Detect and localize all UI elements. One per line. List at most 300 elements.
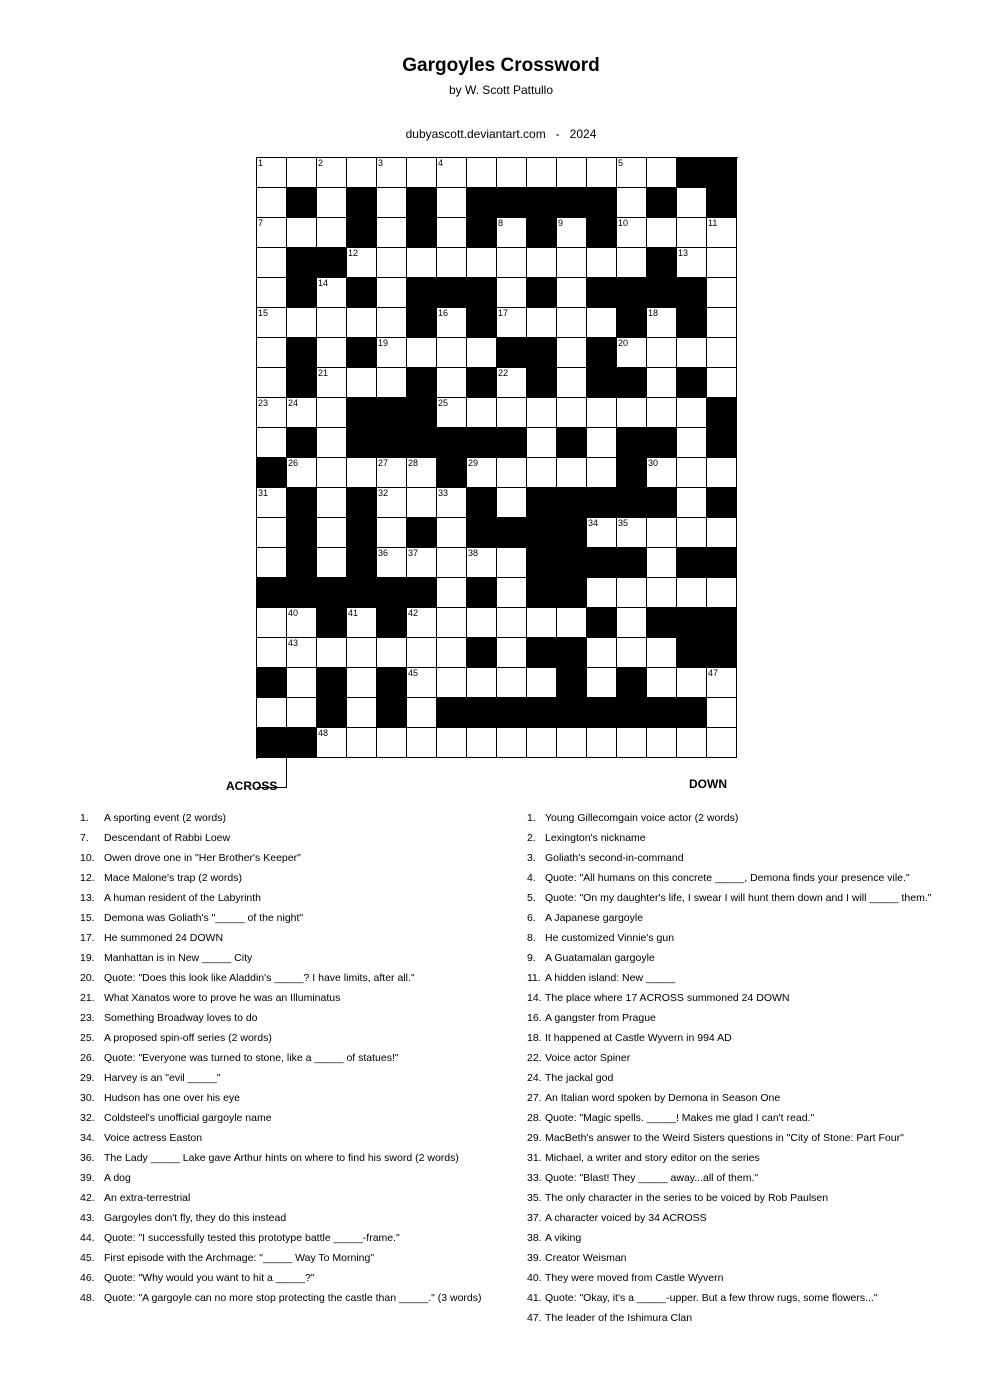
grid-cell[interactable] xyxy=(437,638,467,668)
clue-text: Young Gillecomgain voice actor (2 words) xyxy=(545,812,739,824)
black-square xyxy=(527,218,557,248)
grid-cell[interactable] xyxy=(437,668,467,698)
grid-cell[interactable] xyxy=(257,548,287,578)
grid-cell[interactable] xyxy=(347,728,377,758)
grid-cell[interactable] xyxy=(557,368,587,398)
down-clue xyxy=(527,990,931,1010)
black-square xyxy=(257,458,287,488)
grid-cell[interactable] xyxy=(407,458,437,488)
grid-cell[interactable] xyxy=(437,248,467,278)
black-square xyxy=(467,638,497,668)
black-square xyxy=(407,368,437,398)
clue-number: 34 xyxy=(588,518,599,528)
grid-cell[interactable] xyxy=(467,158,497,188)
grid-cell[interactable] xyxy=(287,608,317,638)
grid-cell[interactable] xyxy=(527,398,557,428)
grid-cell[interactable] xyxy=(467,548,497,578)
grid-cell[interactable] xyxy=(437,368,467,398)
grid-cell[interactable] xyxy=(407,488,437,518)
clue-number: 46 xyxy=(618,668,629,678)
grid-cell[interactable] xyxy=(437,578,467,608)
grid-cell[interactable] xyxy=(257,338,287,368)
grid-cell[interactable] xyxy=(677,188,707,218)
grid-cell[interactable] xyxy=(347,698,377,728)
grid-cell[interactable] xyxy=(647,458,677,488)
grid-cell[interactable] xyxy=(587,638,617,668)
black-square xyxy=(467,518,497,548)
grid-cell[interactable] xyxy=(497,248,527,278)
black-square xyxy=(677,698,707,728)
grid-cell[interactable] xyxy=(587,668,617,698)
clue-num: 46. xyxy=(80,1272,95,1284)
grid-cell[interactable] xyxy=(287,458,317,488)
grid-cell[interactable] xyxy=(347,308,377,338)
grid-cell[interactable] xyxy=(677,578,707,608)
grid-cell[interactable] xyxy=(707,578,737,608)
black-square xyxy=(437,428,467,458)
grid-cell[interactable] xyxy=(257,188,287,218)
grid-cell[interactable] xyxy=(647,548,677,578)
grid-cell[interactable] xyxy=(707,668,737,698)
grid-cell[interactable] xyxy=(677,218,707,248)
down-clue xyxy=(527,1190,931,1210)
grid-cell[interactable] xyxy=(497,668,527,698)
black-square xyxy=(587,368,617,398)
grid-cell[interactable] xyxy=(647,398,677,428)
grid-cell[interactable] xyxy=(437,398,467,428)
black-square xyxy=(347,188,377,218)
grid-cell[interactable] xyxy=(377,368,407,398)
clue-num: 27. xyxy=(527,1092,542,1104)
grid-cell[interactable] xyxy=(497,728,527,758)
clue-text: Something Broadway loves to do xyxy=(104,1012,258,1024)
across-clue xyxy=(80,1150,482,1170)
clue-num: 24. xyxy=(527,1072,542,1084)
grid-cell[interactable] xyxy=(557,608,587,638)
clue-num: 10. xyxy=(80,852,95,864)
grid-cell[interactable] xyxy=(527,458,557,488)
grid-cell[interactable] xyxy=(347,668,377,698)
grid-cell[interactable] xyxy=(587,458,617,488)
black-square xyxy=(677,548,707,578)
author-byline: by W. Scott Pattullo xyxy=(448,83,554,97)
grid-cell[interactable] xyxy=(437,728,467,758)
grid-cell[interactable] xyxy=(257,308,287,338)
grid-cell[interactable] xyxy=(527,158,557,188)
clue-num: 21. xyxy=(80,992,95,1004)
grid-cell[interactable] xyxy=(527,308,557,338)
grid-cell[interactable] xyxy=(527,428,557,458)
grid-cell[interactable] xyxy=(317,458,347,488)
grid-cell[interactable] xyxy=(587,158,617,188)
across-clue xyxy=(80,1070,482,1090)
clue-number: 11 xyxy=(708,218,718,228)
grid-cell[interactable] xyxy=(557,398,587,428)
black-square xyxy=(377,698,407,728)
grid-cell[interactable] xyxy=(587,728,617,758)
grid-cell[interactable] xyxy=(497,278,527,308)
grid-cell[interactable] xyxy=(437,218,467,248)
grid-cell[interactable] xyxy=(257,278,287,308)
grid-cell[interactable] xyxy=(707,698,737,728)
grid-cell[interactable] xyxy=(677,458,707,488)
clue-num: 29. xyxy=(80,1072,95,1084)
grid-cell[interactable] xyxy=(467,458,497,488)
grid-cell[interactable] xyxy=(437,158,467,188)
grid-cell[interactable] xyxy=(287,158,317,188)
grid-cell[interactable] xyxy=(557,248,587,278)
down-clue xyxy=(527,1290,931,1310)
grid-cell[interactable] xyxy=(257,698,287,728)
grid-cell[interactable] xyxy=(557,728,587,758)
grid-cell[interactable] xyxy=(467,338,497,368)
grid-cell[interactable] xyxy=(347,368,377,398)
grid-cell[interactable] xyxy=(587,428,617,458)
grid-cell[interactable] xyxy=(707,368,737,398)
grid-cell[interactable] xyxy=(437,518,467,548)
black-square xyxy=(557,188,587,218)
black-square xyxy=(407,188,437,218)
grid-cell[interactable] xyxy=(707,518,737,548)
across-clue xyxy=(80,1090,482,1110)
clue-number: 33 xyxy=(438,488,449,498)
black-square xyxy=(527,368,557,398)
grid-cell[interactable] xyxy=(587,578,617,608)
grid-cell[interactable] xyxy=(377,728,407,758)
grid-cell[interactable] xyxy=(377,518,407,548)
black-square xyxy=(527,188,557,218)
black-square xyxy=(527,578,557,608)
grid-cell[interactable] xyxy=(497,158,527,188)
grid-cell[interactable] xyxy=(677,518,707,548)
grid-cell[interactable] xyxy=(557,308,587,338)
grid-cell[interactable] xyxy=(497,638,527,668)
grid-cell[interactable] xyxy=(617,158,647,188)
grid-cell[interactable] xyxy=(617,188,647,218)
grid-cell[interactable] xyxy=(407,698,437,728)
grid-cell[interactable] xyxy=(377,548,407,578)
grid-cell[interactable] xyxy=(407,638,437,668)
black-square xyxy=(407,518,437,548)
clue-text: Harvey is an "evil _____" xyxy=(104,1072,221,1084)
black-square xyxy=(527,488,557,518)
grid-cell[interactable] xyxy=(707,248,737,278)
grid-cell[interactable] xyxy=(287,698,317,728)
grid-cell[interactable] xyxy=(347,458,377,488)
black-square xyxy=(407,398,437,428)
black-square xyxy=(617,488,647,518)
grid-cell[interactable] xyxy=(497,488,527,518)
grid-cell[interactable] xyxy=(497,218,527,248)
grid-cell[interactable] xyxy=(527,608,557,638)
grid-cell[interactable] xyxy=(587,398,617,428)
clue-number: 20 xyxy=(618,338,629,348)
black-square xyxy=(707,398,737,428)
grid-cell[interactable] xyxy=(647,368,677,398)
black-square xyxy=(707,488,737,518)
grid-cell[interactable] xyxy=(677,248,707,278)
clue-text: Mace Malone's trap (2 words) xyxy=(104,872,242,884)
grid-cell[interactable] xyxy=(677,398,707,428)
grid-cell[interactable] xyxy=(317,368,347,398)
down-clue xyxy=(527,830,931,850)
clue-text: Quote: "A gargoyle can no more stop protecting the castle than _____." (3 words) xyxy=(104,1292,482,1304)
black-square xyxy=(587,698,617,728)
grid-cell[interactable] xyxy=(647,668,677,698)
grid-cell[interactable] xyxy=(377,308,407,338)
grid-cell[interactable] xyxy=(497,608,527,638)
grid-cell[interactable] xyxy=(377,188,407,218)
black-square xyxy=(437,458,467,488)
grid-cell[interactable] xyxy=(707,308,737,338)
grid-cell[interactable] xyxy=(257,398,287,428)
grid-cell[interactable] xyxy=(647,218,677,248)
clue-text: Gargoyles don't fly, they do this instead xyxy=(104,1212,287,1224)
clue-number: 39 xyxy=(558,578,569,588)
grid-cell[interactable] xyxy=(557,338,587,368)
grid-cell[interactable] xyxy=(407,338,437,368)
clue-num: 48. xyxy=(80,1292,95,1304)
grid-cell[interactable] xyxy=(647,578,677,608)
grid-cell[interactable] xyxy=(317,308,347,338)
grid-cell[interactable] xyxy=(617,248,647,278)
grid-cell[interactable] xyxy=(437,488,467,518)
grid-cell[interactable] xyxy=(347,158,377,188)
black-square xyxy=(647,428,677,458)
clue-number: 29 xyxy=(468,458,479,468)
grid-cell[interactable] xyxy=(317,278,347,308)
grid-cell[interactable] xyxy=(377,338,407,368)
grid-cell[interactable] xyxy=(437,338,467,368)
grid-cell[interactable] xyxy=(587,518,617,548)
black-square xyxy=(587,548,617,578)
clue-text: An Italian word spoken by Demona in Season One xyxy=(545,1092,781,1104)
black-square xyxy=(557,698,587,728)
grid-cell[interactable] xyxy=(497,578,527,608)
clue-text: He customized Vinnie's gun xyxy=(545,932,675,944)
grid-cell[interactable] xyxy=(287,218,317,248)
black-square xyxy=(617,668,647,698)
grid-cell[interactable] xyxy=(677,428,707,458)
grid-cell[interactable] xyxy=(707,278,737,308)
grid-cell[interactable] xyxy=(587,308,617,338)
grid-cell[interactable] xyxy=(437,548,467,578)
down-clue xyxy=(527,1250,931,1270)
grid-cell[interactable] xyxy=(437,308,467,338)
grid-cell[interactable] xyxy=(437,188,467,218)
grid-cell[interactable] xyxy=(257,218,287,248)
down-clue xyxy=(527,1170,931,1190)
clue-number: 13 xyxy=(678,248,689,258)
grid-cell[interactable] xyxy=(617,578,647,608)
clue-number: 4 xyxy=(438,158,444,168)
grid-cell[interactable] xyxy=(347,248,377,278)
black-square xyxy=(557,668,587,698)
grid-cell[interactable] xyxy=(257,518,287,548)
grid-cell[interactable] xyxy=(467,398,497,428)
grid-cell[interactable] xyxy=(287,398,317,428)
black-square xyxy=(257,668,287,698)
grid-cell[interactable] xyxy=(467,668,497,698)
grid-cell[interactable] xyxy=(407,248,437,278)
black-square xyxy=(557,428,587,458)
clue-text: First episode with the Archmage: "_____ Way To Morning" xyxy=(104,1252,375,1264)
grid-cell[interactable] xyxy=(617,608,647,638)
black-square xyxy=(347,338,377,368)
grid-cell[interactable] xyxy=(647,158,677,188)
grid-cell[interactable] xyxy=(257,158,287,188)
site-credit: dubyascott.deviantart.com - 2024 xyxy=(405,127,597,141)
grid-cell[interactable] xyxy=(317,158,347,188)
grid-cell[interactable] xyxy=(377,458,407,488)
grid-cell[interactable] xyxy=(557,458,587,488)
black-square xyxy=(617,548,647,578)
clue-number: 35 xyxy=(618,518,629,528)
clue-number: 14 xyxy=(318,278,329,288)
grid-cell[interactable] xyxy=(647,308,677,338)
grid-cell[interactable] xyxy=(617,398,647,428)
grid-cell[interactable] xyxy=(317,548,347,578)
grid-cell[interactable] xyxy=(317,218,347,248)
grid-cell[interactable] xyxy=(557,158,587,188)
clue-num: 28. xyxy=(527,1112,542,1124)
grid-cell[interactable] xyxy=(317,518,347,548)
grid-cell[interactable] xyxy=(467,608,497,638)
grid-cell[interactable] xyxy=(707,728,737,758)
grid-cell[interactable] xyxy=(557,218,587,248)
clue-number: 8 xyxy=(498,218,504,228)
grid-cell[interactable] xyxy=(617,638,647,668)
grid-cell[interactable] xyxy=(677,728,707,758)
grid-cell[interactable] xyxy=(497,368,527,398)
black-square xyxy=(347,578,377,608)
grid-cell[interactable] xyxy=(707,338,737,368)
grid-cell[interactable] xyxy=(497,308,527,338)
grid-cell[interactable] xyxy=(317,398,347,428)
grid-cell[interactable] xyxy=(317,188,347,218)
grid-cell[interactable] xyxy=(287,668,317,698)
grid-cell[interactable] xyxy=(647,338,677,368)
across-clue xyxy=(80,910,482,930)
grid-cell[interactable] xyxy=(617,518,647,548)
across-clue xyxy=(80,810,482,830)
grid-cell[interactable] xyxy=(257,608,287,638)
grid-cell[interactable] xyxy=(287,308,317,338)
grid-cell[interactable] xyxy=(377,248,407,278)
grid-cell[interactable] xyxy=(497,548,527,578)
grid-cell[interactable] xyxy=(527,668,557,698)
clue-text: A sporting event (2 words) xyxy=(104,812,226,824)
grid-cell[interactable] xyxy=(497,398,527,428)
grid-cell[interactable] xyxy=(617,728,647,758)
grid-cell[interactable] xyxy=(527,248,557,278)
clue-num: 1. xyxy=(80,812,89,824)
grid-cell[interactable] xyxy=(317,728,347,758)
clue-text: Lexington's nickname xyxy=(545,832,646,844)
grid-cell[interactable] xyxy=(707,458,737,488)
down-clue xyxy=(527,1230,931,1250)
black-square xyxy=(467,218,497,248)
across-heading: ACROSS xyxy=(226,779,278,793)
grid-cell[interactable] xyxy=(317,428,347,458)
grid-cell[interactable] xyxy=(257,488,287,518)
black-square xyxy=(347,278,377,308)
grid-cell[interactable] xyxy=(407,158,437,188)
clue-number: 6 xyxy=(678,158,684,168)
clue-number: 44 xyxy=(558,638,569,648)
clue-num: 23. xyxy=(80,1012,95,1024)
clue-num: 30. xyxy=(80,1092,95,1104)
grid-cell[interactable] xyxy=(377,218,407,248)
grid-cell[interactable] xyxy=(377,638,407,668)
black-square xyxy=(437,698,467,728)
grid-cell[interactable] xyxy=(617,338,647,368)
grid-cell[interactable] xyxy=(407,548,437,578)
grid-cell[interactable] xyxy=(497,458,527,488)
grid-cell[interactable] xyxy=(587,248,617,278)
grid-cell[interactable] xyxy=(257,638,287,668)
clue-number: 30 xyxy=(648,458,659,468)
clue-num: 47. xyxy=(527,1312,542,1324)
grid-cell[interactable] xyxy=(677,488,707,518)
grid-cell[interactable] xyxy=(317,638,347,668)
clue-number: 22 xyxy=(498,368,509,378)
grid-cell[interactable] xyxy=(287,638,317,668)
clue-num: 43. xyxy=(80,1212,95,1224)
grid-cell[interactable] xyxy=(707,218,737,248)
grid-cell[interactable] xyxy=(377,488,407,518)
grid-cell[interactable] xyxy=(647,638,677,668)
grid-cell[interactable] xyxy=(407,668,437,698)
grid-cell[interactable] xyxy=(557,278,587,308)
black-square xyxy=(317,248,347,278)
grid-cell[interactable] xyxy=(467,248,497,278)
across-clue xyxy=(80,1210,482,1230)
black-square xyxy=(377,578,407,608)
grid-cell[interactable] xyxy=(647,518,677,548)
black-square xyxy=(647,248,677,278)
grid-cell[interactable] xyxy=(377,278,407,308)
across-clue-list xyxy=(80,810,482,1310)
grid-cell[interactable] xyxy=(407,608,437,638)
grid-cell[interactable] xyxy=(257,248,287,278)
grid-cell[interactable] xyxy=(257,368,287,398)
grid-cell[interactable] xyxy=(677,668,707,698)
grid-cell[interactable] xyxy=(377,158,407,188)
grid-cell[interactable] xyxy=(617,218,647,248)
grid-cell[interactable] xyxy=(317,338,347,368)
across-clue xyxy=(80,1130,482,1150)
grid-cell[interactable] xyxy=(437,608,467,638)
grid-cell[interactable] xyxy=(347,608,377,638)
grid-cell[interactable] xyxy=(527,728,557,758)
black-square xyxy=(707,548,737,578)
grid-cell[interactable] xyxy=(677,338,707,368)
clue-number: 3 xyxy=(378,158,384,168)
down-clue xyxy=(527,1130,931,1150)
grid-cell[interactable] xyxy=(647,728,677,758)
grid-cell[interactable] xyxy=(317,488,347,518)
grid-cell[interactable] xyxy=(257,428,287,458)
clue-text: A human resident of the Labyrinth xyxy=(104,892,262,904)
grid-cell[interactable] xyxy=(347,638,377,668)
black-square xyxy=(347,218,377,248)
across-clue xyxy=(80,1050,482,1070)
grid-cell[interactable] xyxy=(407,728,437,758)
grid-cell[interactable] xyxy=(467,728,497,758)
black-square xyxy=(407,578,437,608)
clue-num: 42. xyxy=(80,1192,95,1204)
